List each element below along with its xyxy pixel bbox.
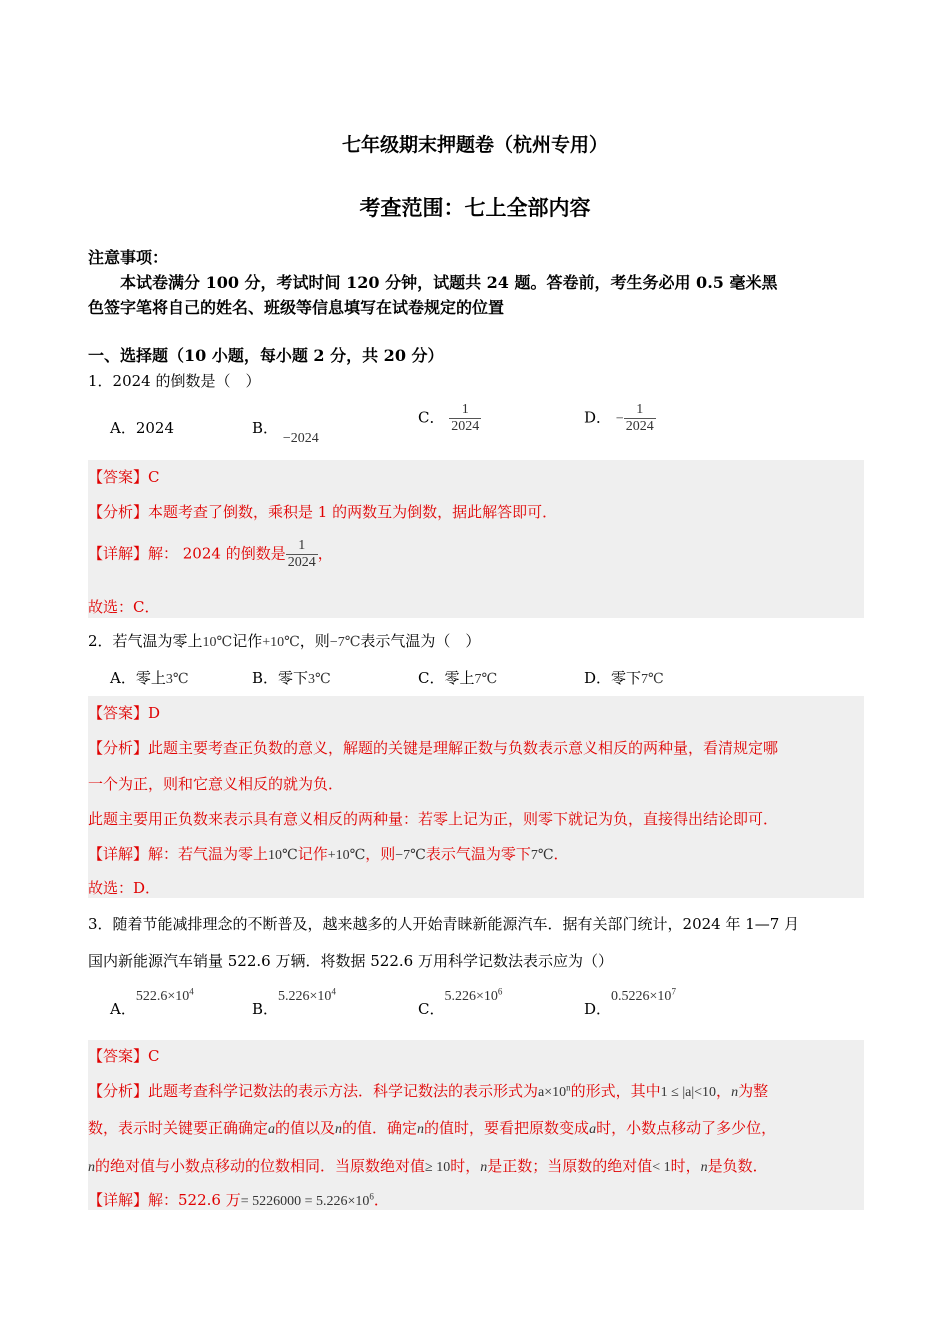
- q1-detail-denominator: 2024: [287, 555, 316, 570]
- q3-detail-text-2: ．: [373, 1191, 389, 1209]
- q3-option-a-exponent: 4: [189, 986, 194, 997]
- q3-analysis-2-text-2: 的值以及: [275, 1119, 336, 1137]
- q2-conclusion: 故选：D．: [88, 879, 161, 897]
- q2-option-a-value: 3℃: [165, 672, 189, 687]
- q3-analysis-2-math-4: a: [589, 1122, 597, 1137]
- q1-detail-numerator: 1: [298, 538, 306, 553]
- q1-option-d-label: D．: [584, 408, 612, 427]
- q3-option-c-label: C．: [418, 1000, 445, 1018]
- q3-option-b: [252, 984, 336, 1018]
- q2-stem-math-2: +10℃: [262, 635, 300, 650]
- q3-analysis-line-2: [88, 1117, 776, 1138]
- q3-analysis-3-math-1: n: [88, 1160, 95, 1175]
- q2-stem-math-3: −7℃: [329, 635, 361, 650]
- q3-analysis-1-text-2: 的形式，其中: [570, 1082, 661, 1100]
- q3-option-b-base: 5.226×10: [278, 989, 332, 1004]
- notice-line-1: 本试卷满分 100 分，考试时间 120 分钟，试题共 24 题。答卷前，考生务必用 0.5 毫米黑: [120, 273, 778, 292]
- q2-detail-text-1: 【详解】解：若气温为零上: [88, 845, 269, 863]
- q2-detail-math-2: +10℃: [327, 848, 366, 863]
- q1-option-a: [110, 417, 174, 438]
- q1-option-c-numerator: 1: [461, 402, 469, 417]
- q3-answer: 【答案】C: [88, 1047, 160, 1065]
- q3-analysis-1-math-1-exp: n: [566, 1082, 571, 1093]
- q2-stem-text-2: 记作: [232, 632, 263, 650]
- q3-option-a-base: 522.6×10: [135, 989, 190, 1004]
- q1-option-c: [418, 402, 481, 435]
- exam-title: 七年级期末押题卷（杭州专用）: [341, 134, 608, 156]
- q2-detail-math-4: 7℃: [530, 848, 554, 863]
- q3-analysis-2-math-3: n: [417, 1122, 425, 1137]
- q3-analysis-3-math-2: ≥ 10: [425, 1160, 451, 1175]
- q1-option-d: [584, 402, 656, 435]
- q3-detail: [88, 1189, 389, 1210]
- q1-option-b: [252, 417, 319, 446]
- q2-option-a: [110, 667, 189, 688]
- q2-stem-text-1: 2．若气温为零上: [88, 632, 203, 650]
- q2-stem: [88, 630, 480, 651]
- q3-analysis-1-math-1: [538, 1082, 571, 1100]
- notice-line-2: 色签字笔将自己的姓名、班级等信息填写在试卷规定的位置: [88, 298, 505, 317]
- q2-option-d-label: D．零下: [584, 669, 642, 687]
- q1-option-c-label: C．: [418, 408, 445, 427]
- q3-analysis-2-math-2: n: [335, 1122, 343, 1137]
- exam-scope: 考查范围：七上全部内容: [359, 195, 591, 220]
- q2-stem-text-4: 表示气温为（ ）: [360, 632, 481, 650]
- q2-answer: 【答案】D: [88, 704, 161, 722]
- q3-analysis-3-text-4: 时，: [670, 1157, 701, 1175]
- q2-detail: [88, 843, 569, 864]
- q1-analysis: 【分析】本题考查了倒数，乘积是 1 的两数互为倒数，据此解答即可．: [88, 503, 558, 521]
- q2-stem-text-3: ，则: [299, 632, 330, 650]
- q1-detail-text: 【详解】解： 2024 的倒数是: [88, 544, 286, 563]
- q3-option-c-base: 5.226×10: [444, 989, 498, 1004]
- q1-conclusion: 故选：C．: [88, 598, 160, 616]
- q3-analysis-1-text-4: 为整: [738, 1082, 769, 1100]
- q1-stem: 1．2024 的倒数是（ ）: [88, 372, 261, 390]
- q3-detail-math: [240, 1191, 374, 1209]
- q1-answer: 【答案】C: [88, 468, 160, 486]
- q2-solution-box: [88, 696, 864, 898]
- q3-analysis-2-text-5: 时，小数点移动了多少位，: [596, 1119, 777, 1137]
- q3-option-c: [418, 984, 503, 1018]
- q3-stem-line-1: 3．随着节能减排理念的不断普及，越来越多的人开始青睐新能源汽车．据有关部门统计，2024 年 1—7 月: [88, 915, 800, 933]
- q3-option-b-value: [278, 986, 336, 1004]
- q1-option-d-numerator: 1: [636, 402, 644, 417]
- q3-analysis-3-text-1: 的绝对值与小数点移动的位数相同．当原数绝对值: [95, 1157, 426, 1175]
- q3-option-c-exponent: 6: [497, 986, 503, 997]
- q1-option-c-fraction: [449, 402, 481, 435]
- q1-option-a-label: A．: [110, 419, 136, 437]
- q3-analysis-3-math-4: < 1: [652, 1160, 671, 1175]
- q2-option-d: [584, 667, 664, 688]
- q3-option-a-value: [135, 986, 194, 1004]
- q2-option-c-value: 7℃: [474, 672, 498, 687]
- q3-analysis-1-text-1: 【分析】此题考查科学记数法的表示方法．科学记数法的表示形式为: [88, 1082, 539, 1100]
- q3-analysis-1-text-3: ，: [716, 1082, 732, 1100]
- q2-option-b: [252, 667, 331, 688]
- q3-analysis-3-text-5: 是负数．: [707, 1157, 768, 1175]
- q3-option-d-base: 0.5226×10: [611, 989, 672, 1004]
- q2-detail-math-1: 10℃: [268, 848, 298, 863]
- q1-detail-suffix: ，: [317, 544, 333, 563]
- q3-option-a-label: A．: [110, 1000, 136, 1018]
- q3-analysis-1-math-3: n: [731, 1085, 739, 1100]
- q3-detail-math-base: = 5226000 = 5.226×10: [240, 1194, 370, 1209]
- q3-option-d-exponent: 7: [671, 986, 676, 997]
- q3-analysis-3-math-3: n: [480, 1160, 488, 1175]
- q1-option-d-sign: −: [615, 411, 624, 427]
- q3-stem-line-2: 国内新能源汽车销量 522.6 万辆．将数据 522.6 万用科学记数法表示应为（）: [88, 952, 613, 970]
- q1-detail-fraction: [286, 538, 318, 571]
- q2-option-b-value: 3℃: [308, 672, 331, 687]
- q3-analysis-3-math-5: n: [700, 1160, 708, 1175]
- q2-detail-text-2: 记作: [297, 845, 328, 863]
- q2-stem-math-1: 10℃: [202, 635, 233, 650]
- q1-option-b-label: B．: [252, 419, 279, 437]
- q2-detail-text-4: 表示气温为零下: [425, 845, 531, 863]
- q2-option-b-label: B．零下: [252, 669, 309, 687]
- q3-option-b-exponent: 4: [331, 986, 336, 997]
- q1-option-c-denominator: 2024: [451, 419, 480, 434]
- q2-analysis-line-1: 【分析】此题主要考查正负数的意义，解题的关键是理解正数与负数表示意义相反的两种量，看清规定哪: [88, 739, 779, 757]
- q3-option-a: [110, 984, 194, 1018]
- q3-detail-math-exp: 6: [369, 1191, 374, 1202]
- q3-analysis-2-text-1: 数，表示时关键要正确确定: [88, 1119, 269, 1137]
- q2-option-d-value: 7℃: [641, 672, 664, 687]
- q3-option-b-label: B．: [252, 1000, 279, 1018]
- q3-detail-text-1: 【详解】解：522.6 万: [88, 1191, 241, 1209]
- q1-option-a-value: 2024: [135, 419, 175, 437]
- q3-analysis-1-math-1-base: a×10: [538, 1085, 567, 1100]
- q3-analysis-3-text-2: 时，: [450, 1157, 481, 1175]
- q2-analysis-line-3: 此题主要用正负数来表示具有意义相反的两种量：若零上记为正，则零下就记为负，直接得出结论即可．: [88, 810, 779, 828]
- q3-option-c-value: [444, 986, 503, 1004]
- q1-detail: [88, 538, 333, 571]
- q1-option-d-denominator: 2024: [625, 419, 654, 434]
- q2-detail-text-3: ，则: [365, 845, 396, 863]
- q3-option-d-label: D．: [584, 1000, 612, 1018]
- q2-option-a-label: A．零上: [110, 669, 166, 687]
- q2-detail-text-5: ．: [553, 845, 569, 863]
- q2-option-c-label: C．零上: [418, 669, 475, 687]
- q3-analysis-line-1: [88, 1080, 768, 1101]
- q2-option-c: [418, 667, 497, 688]
- notice-heading: 注意事项：: [88, 248, 169, 267]
- q3-analysis-2-math-1: a: [268, 1122, 276, 1137]
- q3-analysis-3-text-3: 是正数；当原数的绝对值: [487, 1157, 653, 1175]
- q3-analysis-2-text-4: 的值时，要看把原数变成: [424, 1119, 590, 1137]
- q1-option-b-value: −2024: [282, 431, 319, 446]
- q3-analysis-2-text-3: 的值．确定: [342, 1119, 418, 1137]
- q3-option-d-value: [611, 986, 676, 1004]
- q3-analysis-line-3: [88, 1155, 768, 1176]
- section-heading-choice: 一、选择题（10 小题，每小题 2 分，共 20 分）: [88, 346, 444, 365]
- q2-detail-math-3: −7℃: [395, 848, 426, 863]
- q1-option-d-fraction: [624, 402, 656, 435]
- q3-analysis-1-math-2: 1 ≤ |a|<10: [660, 1085, 717, 1100]
- q3-option-d: [584, 984, 676, 1018]
- q2-analysis-line-2: 一个为正，则和它意义相反的就为负．: [88, 775, 344, 793]
